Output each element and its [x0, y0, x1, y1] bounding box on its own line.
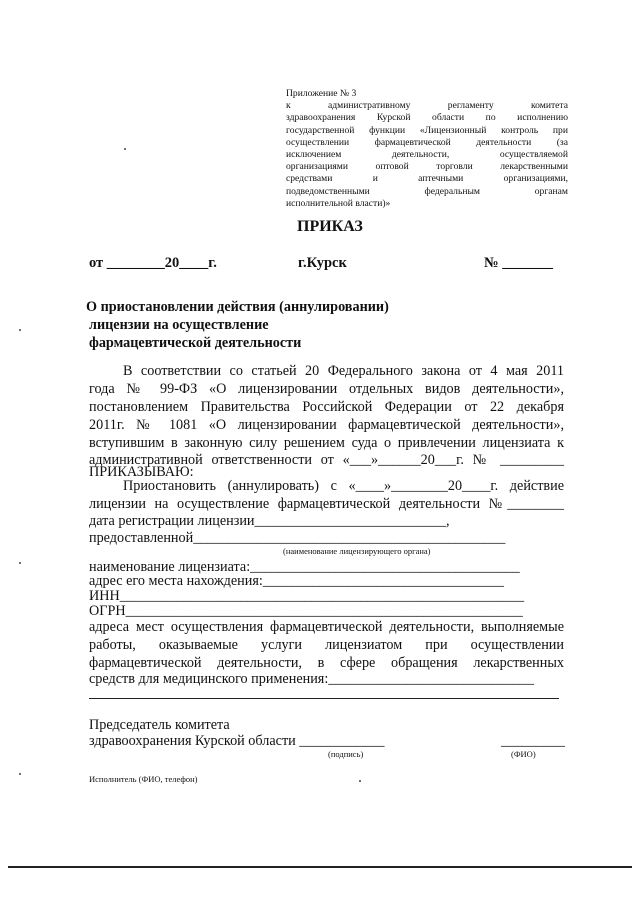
- address-field: адрес его места нахождения:__________________________________: [89, 573, 504, 589]
- body-line: Приостановить (аннулировать) с «____»________20____г. действие: [123, 478, 564, 494]
- appendix-line: государственной функции «Лицензионный контроль при: [286, 124, 568, 136]
- inn-field: ИНН_________________________________________________________: [89, 588, 525, 604]
- appendix-line: здравоохранения Курской области по исполнению: [286, 112, 568, 124]
- order-city: г.Курск: [298, 255, 347, 271]
- appendix-line: Приложение № 3: [286, 88, 357, 99]
- executor-note: Исполнитель (ФИО, телефон): [89, 774, 198, 784]
- body-line: адреса мест осуществления фармацевтической деятельности, выполняемые: [89, 619, 564, 635]
- fio-line: _________: [501, 733, 565, 749]
- order-number: № _______: [484, 255, 553, 271]
- body-line: В соответствии со статьей 20 Федерального закона от 4 мая 2011: [123, 363, 564, 379]
- body-line: лицензии на осуществление фармацевтической деятельности №________: [89, 496, 564, 512]
- ogrn-field: ОГРН________________________________________________________: [89, 603, 523, 619]
- body-line: работы, оказываемые услуги лицензиатом при осуществлении: [89, 637, 564, 653]
- scan-bottom-rule: [8, 866, 632, 868]
- body-line: постановлением Правительства Российской Федерации от 22 декабря: [89, 399, 564, 415]
- order-word: ПРИКАЗЫВАЮ:: [89, 464, 194, 480]
- scan-dot: [19, 329, 21, 331]
- issuer-caption: (наименование лицензирующего органа): [283, 546, 431, 556]
- subject-line: лицензии на осуществление: [89, 317, 269, 333]
- appendix-line: осуществлении фармацевтической деятельности (за: [286, 136, 568, 148]
- body-line: вступившим в законную силу решением суда о привлечении лицензиата к: [89, 435, 564, 451]
- signer-position: Председатель комитета: [89, 717, 230, 733]
- order-date: от ________20____г.: [89, 255, 217, 271]
- appendix-line: подведомственными федеральным органам: [286, 185, 568, 197]
- body-line: административной ответственности от «___»______20___г. № _________: [89, 452, 564, 468]
- scan-dot: [19, 773, 21, 775]
- subject-line: О приостановлении действия (аннулировании): [86, 299, 389, 315]
- appendix-line: к административному регламенту комитета: [286, 100, 568, 112]
- blank-line: [89, 698, 559, 699]
- issued-by-field: предоставленной____________________________________________: [89, 530, 506, 546]
- licensee-name-field: наименование лицензиата:______________________________________: [89, 559, 520, 575]
- appendix-line: исполнительной власти)»: [286, 197, 391, 209]
- document-title: ПРИКАЗ: [297, 218, 363, 235]
- appendix-line: исключением деятельности, осуществляемой: [286, 149, 568, 161]
- fio-caption: (ФИО): [511, 749, 536, 759]
- appendix-line: средствами и аптечными организациями,: [286, 173, 568, 185]
- signature-caption: (подпись): [328, 749, 364, 759]
- subject-line: фармацевтической деятельности: [89, 335, 302, 351]
- appendix-line: организациями оптовой торговли лекарственными: [286, 161, 568, 173]
- body-line: года № 99-ФЗ «О лицензировании отдельных видов деятельности»,: [89, 381, 564, 397]
- places-last-line: средств для медицинского применения:_____________________________: [89, 671, 534, 687]
- appendix-note: [286, 88, 568, 210]
- registration-date-field: дата регистрации лицензии___________________________,: [89, 513, 450, 529]
- body-line: фармацевтической деятельности, в сфере обращения лекарственных: [89, 655, 564, 671]
- signer-position-line2: здравоохранения Курской области ____________: [89, 733, 385, 749]
- scan-dot: [124, 148, 126, 150]
- scan-dot: [359, 780, 361, 782]
- body-line: 2011г. № 1081 «О лицензировании фармацевтической деятельности»,: [89, 417, 564, 433]
- scan-dot: [19, 562, 21, 564]
